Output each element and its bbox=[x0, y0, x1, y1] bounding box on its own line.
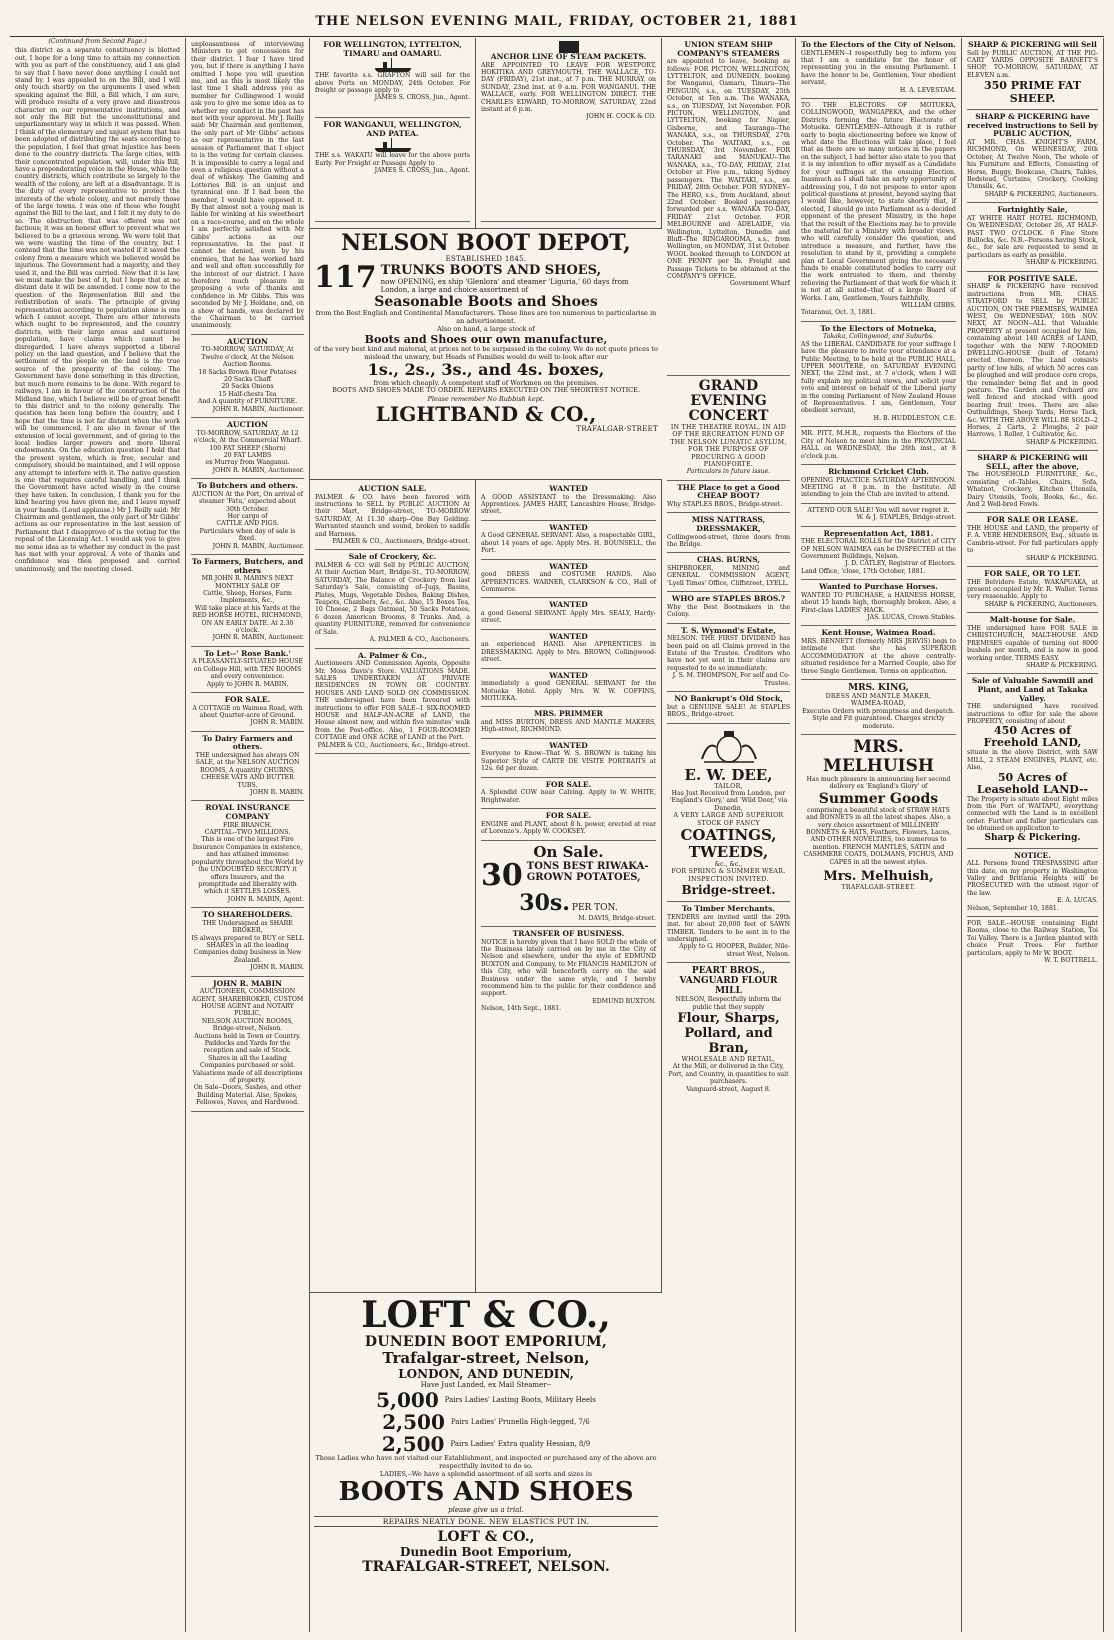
mabin-ad-sign: JOHN R. MABIN, Auctioneer. bbox=[212, 466, 304, 474]
shipping-ad-anchor-line: ANCHOR LINE OF STEAM PACKETS. ARE APPOINTED TO LEAVE FOR WESTPORT, HOKITIKA AND GREYMOUTH. THE WALLACE, TO-DAY (FRIDAY), 21st inst., at 7 p.m. THE MURRAY, on SUNDAY, 23nd inst. at 9 a.m. FOR WANGANUI. THE WALLACE, early. FOR WELLINGTON DIRECT. THE CHARLES EDWARD, TO-MORROW, SATURDAY, 22nd instant at 6 p.m. JOHN H. COCK & CO. bbox=[481, 38, 656, 222]
sharp-pickering-ad bbox=[967, 203, 1098, 271]
mabin-ad-sign: JOHN R. MABIN, Auctioneer. bbox=[212, 405, 304, 413]
sharp-pickering-ad-sign: SHARP & PICKERING, Auctioneers. bbox=[984, 600, 1098, 608]
palmer-ad bbox=[315, 482, 470, 550]
mabin-ad-sub: AUCTIONEER, COMMISSION AGENT, SHAREBROKER, CUSTOM HOUSE AGENT and NOTARY PUBLIC, bbox=[191, 988, 304, 1018]
palmer-ad-title: Sale of Crockery, &c. bbox=[348, 552, 437, 562]
masthead: THE NELSON EVENING MAIL, FRIDAY, OCTOBER 21, 1881 bbox=[315, 14, 799, 29]
mabin-ad-sub: A PLEASANTLY-SITUATED HOUSE on College Hill, with TEN ROOMS and every convenience. bbox=[191, 658, 304, 681]
mabin-ad-sub: THE undersigned has always ON SALE, at the NELSON AUCTION ROOMS, A quantity CHURNS, CHEESE VATS AND BUTTER TUBS. bbox=[195, 752, 300, 789]
column-7 bbox=[962, 38, 1104, 1632]
wanted-ad-body: a good General SERVANT. Apply Mrs. SEALY, Hardy-street. bbox=[481, 610, 656, 625]
mabin-ad-line: 15 Half-chests Tea bbox=[218, 390, 277, 398]
notice-ad bbox=[667, 481, 790, 514]
wanted-ad-body: A Good GENERAL SERVANT. Also, a respectable GIRL, about 14 years of age. Apply Mrs. H. BOUNSELL, the Port. bbox=[481, 532, 656, 555]
wanted-ad-title: WANTED bbox=[549, 484, 588, 493]
wanted-ad bbox=[481, 598, 656, 629]
notice-ad-sign: J. S. M. THOMPSON, For self and Co-Trustee. bbox=[672, 672, 790, 687]
sharp-pickering-ad-sign: SHARP & PICKERING, Auctioneers. bbox=[984, 190, 1098, 198]
continued-heading: (Continued from Second Page.) bbox=[48, 38, 147, 45]
timber-ad: To Timber Merchants. TENDERS are invited until the 29th inst. for about 20,000 feet of SAWN TIMBER. Tenders to be sent in to the undersigned. Apply to G. HOOPER, Builder, Nile-street West, Nelson. bbox=[667, 902, 790, 963]
mabin-ad-title: To Farmers, Butchers, and others bbox=[191, 556, 304, 575]
shipping-ad-wakatu: FOR WANGANUI, WELLINGTON, AND PATEA. THE s.s. WAKATU will leave for the above ports Early. For Freight or Passage Apply to JAMES S. CROSS, Jun., Agent. bbox=[315, 118, 470, 222]
sharp-pickering-ad-title: FOR SALE OR LEASE. bbox=[986, 515, 1079, 525]
palmer-ads bbox=[310, 482, 476, 1382]
mabin-ad-sub: TO-MORROW, SATURDAY, At Twelve o'clock, At the Nelson Auction Rooms. bbox=[201, 346, 294, 369]
mabin-ad-line: ex Murray from Wanganui. bbox=[205, 459, 290, 467]
mabin-ad-title: AUCTION bbox=[227, 420, 268, 430]
sharp-pickering-ad-big: 350 PRIME FAT SHEEP. bbox=[983, 79, 1082, 106]
mabin-ad-line: Will take place at his Yards at the RED HORSE HOTEL, RICHMOND, bbox=[192, 604, 303, 620]
mabin-ad-sub: MR JOHN R. MABIN'S NEXT MONTHLY SALE OF bbox=[201, 575, 294, 590]
masthead-rule bbox=[10, 36, 1104, 37]
mabin-ad-line: Her cargo of bbox=[227, 512, 268, 520]
mabin-ad-line: 18 Sacks Brown River Potatoes bbox=[198, 368, 297, 376]
wanted-ad bbox=[481, 482, 656, 521]
wanted-ad bbox=[481, 778, 656, 809]
mabin-ad bbox=[191, 908, 304, 976]
wanted-ad bbox=[481, 669, 656, 708]
notice-ad bbox=[667, 513, 790, 553]
mabin-ad-line: This is one of the largest Fire Insurance Companies in existence, and has attained immense popularity throughout the World by the UNDOUBTED SECURITY it offers Insurers, and the promptitude and liberality with which it SETTLES LOSSES. bbox=[191, 836, 304, 896]
mabin-ad bbox=[191, 801, 304, 908]
mabin-ad-line: Particulars when day of sale is fixed. bbox=[199, 527, 296, 543]
notice-ad bbox=[667, 553, 790, 592]
sharp-pickering-ad-body: THE Belvidere Estate, WAKAPUAKA, at present occupied by Mr. R. Waller. Terms very reasonable. Apply to bbox=[967, 578, 1098, 601]
mabin-ad bbox=[191, 555, 304, 647]
palmer-ad-sign: PALMER & CO., Auctioneers, Bridge-street. bbox=[332, 538, 470, 546]
notice-ad-body: Why the Best Bootmakers in the Colony. bbox=[667, 603, 790, 619]
mabin-ad-title: AUCTION bbox=[227, 336, 268, 346]
mabin-ad-line: On Sale--Doors, Sashes, and other Building Material. Also, Spokes, Fellowes, Naves, and Hardwood. bbox=[193, 1084, 302, 1107]
sharp-pickering-ad-sign: SHARP & PICKERING. bbox=[1025, 438, 1098, 446]
column-5 bbox=[662, 38, 796, 1632]
wanted-ad-title: MRS. PRIMMER bbox=[534, 709, 603, 719]
notice-ad-title: WHO are STAPLES BROS.? bbox=[671, 594, 786, 604]
mabin-ad-sub: TO-MORROW, SATURDAY, At 12 o'clock, At the Commercial Wharf. bbox=[193, 429, 302, 445]
mabin-ad-line: And A quantity of FURNITURE. bbox=[197, 398, 298, 406]
wanted-ad-title: FOR SALE. bbox=[545, 779, 592, 789]
wanted-ad-title: WANTED bbox=[549, 600, 588, 610]
palmer-ad-sign: A. PALMER & CO., Auctioneers. bbox=[369, 636, 470, 644]
mabin-ad-line: 20 Sacks Onions bbox=[221, 383, 274, 391]
sharp-pickering-ad-title: Fortnightly Sale, bbox=[997, 205, 1068, 215]
representation-act-ad: Representation Act, 1881. THE ELECTORAL ROLLS for the District of CITY OF NELSON WAIMEA can be INSPECTED at the Government Buildings, Nelson. J. D. CATLEY, Registrar of Electors. Land Office, 'close, 17th October, 1881. bbox=[801, 527, 956, 581]
mabin-ad bbox=[191, 479, 304, 555]
wanted-ad bbox=[481, 707, 656, 738]
mabin-ad-line: Valuations made of all descriptions of property. bbox=[192, 1069, 303, 1085]
mabin-ad-sign: JOHN R. MABIN. bbox=[250, 789, 304, 797]
notice-ad-body: Why STAPLES BROS., Bridge-street. bbox=[667, 501, 783, 509]
sharp-pickering-ad-body: AT MR. CHAS. KNIGHT'S FARM, RICHMOND, On WEDNESDAY, 26th October, At Twelve Noon, The whole of his Furniture and Effects, Consisting of Horse, Buggy, Bookcase, Chairs, Tables, Bedstead, Curtains, Crockery, Cooking Utensils, &c. bbox=[967, 139, 1098, 191]
sharp-pickering-ad-title: FOR SALE, OR TO LET. bbox=[984, 569, 1081, 579]
royal-crest-icon bbox=[694, 729, 764, 765]
wanted-ad-title: WANTED bbox=[549, 522, 588, 532]
sharp-pickering-ad bbox=[967, 567, 1098, 613]
mabin-ad-title: JOHN R. MABIN bbox=[213, 978, 282, 988]
transfer-ad: TRANSFER OF BUSINESS. NOTICE is hereby given that I have SOLD the whole of the Business lately carried on by me in the City of Nelson and elsewhere, under the style of EDMUND BUXTON and Company, to Mr FRANCIS HAMILTON of this City, who will henceforth carry on the said Business under the same style, and I hereby recommend him to the public for their confidence and support. EDMUND BUXTON. Nelson, 14th Sept., 1881. bbox=[481, 928, 656, 1013]
steamship-icon bbox=[315, 138, 470, 152]
wanted-ad-body: good DRESS and COSTUME HANDS. Also APPRENTICES. WARNER, CLARKSON & CO., Hall of Commerce. bbox=[481, 571, 656, 594]
mabin-ad bbox=[191, 418, 304, 479]
notice-ad-title: CHAS. BURNS, bbox=[697, 555, 760, 565]
sharp-pickering-ad-title: FOR POSITIVE SALE. bbox=[987, 273, 1078, 283]
sharp-pickering-ad-title: Malt-house for Sale. bbox=[989, 615, 1076, 625]
wanted-ad-title: WANTED bbox=[549, 561, 588, 571]
mabin-ad-line: IS always prepared to BUY or SELL SHARES in all the leading Companies doing business in New Zealand. bbox=[191, 934, 304, 964]
sharp-pickering-ad-body: Sell by PUBLIC AUCTION, AT THE PIG-CART YARDS OPPOSITE BARNETT'S SHOP, TO-MORROW, SATURDAY, AT ELEVEN a.m. bbox=[967, 49, 1098, 79]
potatoes-ad: On Sale. 30 TONS BEST RIWAKA-GROWN POTATOES, 30s. PER TON. M. DAVIS, Bridge-street. bbox=[481, 841, 656, 927]
wanted-ad-body: ENGINE and PLANT, about 8 h. power, erected at rear of Lorenzo's. Apply W. COOKSEY. bbox=[481, 820, 656, 836]
sharp-pickering-ad-title: SHARP & PICKERING will SELL, after the above, bbox=[977, 453, 1088, 471]
mabin-ad bbox=[191, 647, 304, 693]
horses-ad: Wanted to Purchase Horses. WANTED TO PURCHASE, a HARNESS HORSE, about 15 hands high, thoroughly broken. Also, a First-class LADIES' HACK. JAS. LUCAS, Crown Stables. bbox=[801, 580, 956, 626]
mrs-king-ad: MRS. KING, DRESS AND MANTLE MAKER, WAIMEA-ROAD, Executes Orders with promptness and despatch. Style and Fit guaranteed. Charges strictly moderate. bbox=[801, 680, 956, 735]
sharp-pickering-ad bbox=[967, 513, 1098, 567]
mabin-ad-sign: JOHN R. MABIN, Agent. bbox=[227, 895, 304, 903]
mabin-ad-sign: JOHN R. MABIN. bbox=[250, 964, 304, 972]
column-4-lower bbox=[476, 482, 662, 1382]
sawmill-ad: Sale of Valuable Sawmill and Plant, and Land at Takaka Valley. THE undersigned have received instructions to offer for sale the above PROPERTY, consisting of about 450 Acres of Freehold LAND, situate in the above District, with SAW MILL, 2 STEAM ENGINES, PLANT, etc. Also, 50 Acres of Leasehold LAND-- The Property is situate about Eight miles from the Port of WAITAPU, everything connected with the Land is in excellent order. Further and fuller particulars can be obtained on application to Sharp & Pickering. bbox=[967, 674, 1098, 848]
wanted-ad bbox=[481, 809, 656, 840]
column-2 bbox=[186, 38, 310, 1632]
steamship-icon bbox=[315, 58, 470, 72]
mabin-ad-line: Shares in all the Leading Companies purchased or sold. bbox=[199, 1054, 295, 1070]
notice-ad-body: NELSON. THE FIRST DIVIDEND has been paid on all Claims proved in the Estate of the Trustee. Creditors who have not yet sent in their claims are requested to do so immediately. bbox=[667, 635, 790, 672]
mabin-ad bbox=[191, 335, 304, 418]
speech-text: this district as a separate constituency is blotted out, I hope for a long time to attain my connection with you as part of the constituency, and I am glad to say that I have never done anything I could not stand by. I was appealed to on the Bill, and I will only touch shortly on the arguments I used when speaking against the Bill, a Bill which, I am sure, will produce results of a very grave and disastrous character on our representative institutions, and not only the Bill but the unconstitutional and unparliamentary way in which it was passed. When I think of the elementary and unjust system that has been adopted of distributing the seats according to the population, I feel that great injustice has been done to the country districts. The large cities, with their concentrated population, will, under this Bill, have a preponderating voice in the House, while the country districts, which contribute so largely to the wealth of the colony, are left at a disadvantage. It is the duty of every representative to protect the interests of the whole colony, and not merely those of the large towns. I was one of those who fought against the Bill to the last, and I felt it my duty to do so. The obstruction that was offered was not factious; it was an honest effort to prevent what we believed to be a grievous wrong. We were told that we were wasting the time of the country, but I contend that the time was not wasted if it saved the colony from a measure which we believed would be injurious. The Government had a majority, and they used it, and the Bill was carried. Now that it is law, we must make the best of it, but I hope that at no distant date it will be amended. I come now to the question of the Representation Bill and the redistribution of seats. The principle of giving representation according to population alone is one which I cannot accept. There are other interests which ought to be represented, and the country districts, with their large areas and scattered population, have claims which cannot be disregarded. I have always supported a liberal policy on the land question, and I believe that the settlement of the people on the land is the true source of the prosperity of the colony. The Government have done something in this direction, but much more remains to be done. With regard to railways, I am in favour of the construction of the Midland line, which I believe will be of great benefit to this district and to the colony generally. The question has been long before the country, and I hope that the time is not far distant when the work will be commenced. I am also in favour of the extension of local government, and of giving to the local bodies larger powers and more liberal endowments. On the education question I hold that the present system, which is free, secular and compulsory, should be maintained, and I will oppose any attempt to interfere with it. The native question is one that requires careful handling, and I think the Government have acted wisely in the course they have taken. In conclusion, I thank you for the kind hearing you have given me, and I leave myself in your hands. (Loud applause.) Mr J. Reilly said: Mr Chairman and gentlemen, the only part of Mr Gibbs' actions as our representative in the last session of Parliament that I disapprove of is the voting for the repeal of the Licensing Act. I would ask you to give me some idea as to whether my conduct in the past has met with your approval. A vote of thanks and confidence was then proposed and carried unanimously, and the meeting closed. bbox=[15, 47, 180, 573]
wanted-ad-title: WANTED bbox=[549, 670, 588, 680]
mabin-ad-line: CAPITAL--TWO MILLIONS. bbox=[204, 829, 291, 837]
wanted-ad-body: A GOOD ASSISTANT to the Dressmaking. Also Apprentices. JAMES HART, Lancashire House, Bridge-street. bbox=[481, 493, 656, 516]
mabin-ad bbox=[191, 977, 304, 1112]
palmer-ad-title: A. Palmer & Co., bbox=[358, 650, 427, 660]
sharp-pickering-ad bbox=[967, 272, 1098, 452]
notice-ad bbox=[667, 692, 790, 723]
columns bbox=[10, 38, 1104, 1632]
electors-nelson-ad: To the Electors of the City of Nelson. GENTLEMEN--I respectfully beg to inform you that I am a candidate for the honor of representing you in the ensuing Parliament. I have the honor to be, Gentlemen, Your obedient servant, H. A. LEVESTAM. bbox=[801, 38, 956, 99]
sharp-pickering-ads bbox=[967, 38, 1098, 674]
mabin-ad-sign: JOHN R. MABIN. bbox=[250, 719, 304, 727]
mabin-ad-sub: AUCTION At the Port, On arrival of steamer 'Fatu,' expected about 30th October. bbox=[191, 490, 304, 513]
sharp-pickering-ad-body: THE HOUSE and LAND, the property of F. A. VERE HENDERSON, Esq., situate in Cambria-street. For full particulars apply to bbox=[967, 525, 1098, 555]
notice-ad-title: THE Place to get a Good CHEAP BOOT? bbox=[677, 482, 780, 501]
notice-ad-title: T. S. Wymond's Estate, bbox=[681, 625, 776, 635]
sharp-pickering-ad-body: THE undersigned have FOR SALE in CHRISTCHURCH, MALT-HOUSE AND PREMISES capable of turning out 8000 bushels per month, and is now in good working order. TERMS EASY. bbox=[967, 624, 1098, 662]
electors-motueka-liberal-ad: To the Electors of Motueka, Takaka, Collingwood, and Suburbs. AS the LIBERAL CANDIDATE for your suffrage I have the pleasure to invite your attendance at a Public Meeting, to be held at the PUBLIC HALL, UPPER MOUTERE, on SATURDAY EVENING NEXT, the 22nd inst., at 7 o'clock, when I will fully explain my political views, and solicit your vote and interest on behalf of the Liberal party in the coming Parliament of New Zealand House of Representatives. I am, Gentlemen, Your obedient servant, H. B. HUDDLESTON, C.E. bbox=[801, 322, 956, 427]
palmer-ad-sign: PALMER & CO., Auctioneers, &c., Bridge-street. bbox=[317, 741, 470, 749]
notice-ad-body: but a GENUINE SALE! At STAPLES BROS., Bridge-street. bbox=[667, 703, 790, 719]
mabin-ad bbox=[191, 732, 304, 802]
wanted-ad-body: an experienced HAND. Also APPRENTICES in DRESSMAKING. Apply to Mrs. BROWN, Collingwood-street. bbox=[481, 641, 656, 664]
sharp-pickering-ad bbox=[967, 110, 1098, 203]
palmer-ad bbox=[315, 550, 470, 648]
mabin-ad-title: To Let--' Rose Bank.' bbox=[204, 648, 291, 658]
palmer-ad bbox=[315, 649, 470, 754]
sharp-pickering-ad-title: SHARP & PICKERING have received instructions to Sell by PUBLIC AUCTION, bbox=[967, 112, 1098, 139]
concert-ad: GRAND EVENING CONCERT IN THE THEATRE ROYAL, IN AID OF THE RECREATION FUND OF THE NELSON LUNATIC ASYLUM, FOR THE PURPOSE OF PROCURING A GOOD PIANOFORTE. Particulars in future issue. bbox=[667, 376, 790, 481]
sharp-pickering-ad-body: AT WHITE HART HOTEL RICHMOND, On WEDNESDAY, October 26, AT HALF-PAST TWO O'CLOCK. 6 Fine Store Bullocks, &c. N.B.--Persons having Stock, &c., for sale are requested to send in particulars as early as possible. bbox=[967, 214, 1098, 259]
pitt-ad: MR. PITT, M.H.R., requests the Electors of the City of Nelson to meet him in the PROVINCIAL HALL on WEDNESDAY, the 26th inst., at 8 o'clock p.m. bbox=[801, 427, 956, 465]
notice-ad-body: Collingwood-street, three doors from the Bridge. bbox=[667, 533, 790, 549]
mabin-ad-title: TO SHAREHOLDERS. bbox=[202, 910, 293, 920]
sharp-pickering-ad-sign: SHARP & PICKERING. bbox=[1025, 259, 1098, 267]
notice-ad-title: NO Bankrupt's Old Stock, bbox=[674, 694, 783, 704]
loft-co-ad: LOFT & CO., DUNEDIN BOOT EMPORIUM, Trafalgar-street, Nelson, LONDON, AND DUNEDIN, Have Just Landed, ex Mail Steamer-- 5,000 Pairs Ladies' Lasting Boots, Military Heels 2,500 Pairs Ladies' Prunella High-legged, 7/6 2,500 Pairs Ladies' Extra quality Hessian, 8/9 Those Ladies who have not visited our Establishment, and inspected or purchased any of the above are respectfully invited to do so. LADIES,--We have a splendid assortment of all sorts and sizes in BOOTS AND SHOES please give us a trial. REPAIRS NEATLY DONE. NEW ELASTICS PUT IN. LOFT & CO., Dunedin Boot Emporium, TRAFALGAR-STREET, NELSON. bbox=[310, 1292, 662, 1632]
sharp-pickering-ad-sign: SHARP & PICKERING. bbox=[1025, 661, 1098, 669]
mabin-ad-sign: JOHN R. MABIN, Auctioneer. bbox=[212, 542, 304, 550]
column-5-ads bbox=[667, 481, 790, 724]
column-6 bbox=[796, 38, 962, 1632]
wanted-ad bbox=[481, 560, 656, 599]
notice-ad-title: MISS NATTRASS, DRESSMAKER, bbox=[691, 515, 766, 534]
electors-motueka-ad: TO THE ELECTORS OF MOTUEKA, COLLINGWOOD, WANGAPEKA, and the other Districts forming the future Electorate of Motueka. GENTLEMEN--Although it is rather early to begin electioneering before we know of what date the Elections will take place, I feel that as there are so many notices in the papers on the subject, I had better also state to you that it is my intention to offer myself as a Candidate for your suffrages at the ensuing Election. Inasmuch as I shall take an early opportunity of addressing you, I do not propose to enter upon political questions at present, beyond saying that I would like, however, to state shortly that, if elected, I should go into Parliament as a decided opponent of the present Ministry, in the hope that the result of the Elections may be to provide the material for a Ministry with broader views, who will carefully consider the question, and introduce a measure, and further, have the resolution to stand by it, providing a complete plan of Local Government giving the necessary funds to enable constituted bodies to carry out the work entrusted to them, and thereby relieving the Parliament of that work for which it is not at all suited--that of a large Board of Works. I am, Gentlemen, Yours faithfully, WILLIAM GIBBS. Totaranui, Oct. 3, 1881. bbox=[801, 99, 956, 322]
mabin-ad-line: Cattle, Sheep, Horses, Farm Implements, &c., bbox=[203, 589, 292, 605]
wanted-ad-title: WANTED bbox=[549, 740, 588, 750]
mabin-ad-sub: FIRE BRANCH. bbox=[222, 821, 273, 829]
mabin-ad-line: 100 FAT SHEEP (Shorn) bbox=[209, 444, 286, 452]
wanted-ad bbox=[481, 521, 656, 560]
shipping-ad-grafton: FOR WELLINGTON, LYTTELTON, TIMARU and OAMARU. THE favorite s.s. GRAFTON will sail for the above Ports on MONDAY, 24th October. For freight or passage apply to JAMES S. CROSS, Jun., Agent. bbox=[315, 38, 470, 118]
mabin-ad-line: NELSON AUCTION ROOMS, Bridge-street, Nelson. bbox=[201, 1017, 294, 1033]
wanted-ad-title: WANTED bbox=[549, 631, 588, 641]
palmer-ad-body: Auctioneers AND Commission Agents, Opposite Mr. Moss Davis's Store. VALUATIONS MADE. SALES UNDERTAKEN AT PRIVATE RESIDENCES IN TOWN OR COUNTRY. HOUSES AND LAND SOLD ON COMMISSION. THE undersigned have been favoured with instructions to offer FOR SALE--1 SIX-ROOMED HOUSE and HALF-AN-ACRE of LAND, the House almost new, and within five minutes' walk from the Post-office. Also, 1 FOUR-ROOMED COTTAGE and ONE ACRE of LAND at the Port. bbox=[315, 660, 470, 742]
wanted-ad-body: immediately a good GENERAL SERVANT for the Motueka Hotel. Apply Mrs. W. W. COFFINS, MOTUEKA. bbox=[481, 680, 656, 703]
sharp-pickering-ad bbox=[967, 451, 1098, 513]
mabin-ad-line: 20 Sacks Chaff bbox=[224, 376, 271, 384]
mabin-ad-title: FOR SALE. bbox=[224, 695, 271, 705]
sharp-pickering-ad bbox=[967, 38, 1098, 110]
speech-text-end: unpleasantness of interviewing Ministers to get concessions for their district. I fear I have tired you, but if there is anything I have omitted I hope you will question me, and as this is most likely the last time I shall address you as member for Collingwood I would ask you to give me some idea as to whether my conduct in the past has met with your approval. Mr J. Reilly said: Mr Chairman and gentlemen, the only part of Mr Gibbs' actions as our representative in the last session of Parliament that I object to is the voting for certain clauses. It is impossible to carry a legal and even a religious question without a deal of whiskey. The Gaming and Lotteries Bill is an unjust and tyrannical one. If I had been the member, I would have opposed it. By that almost not a young man is liable for winking at his sweetheart on a race-course, and on the whole I am perfectly satisfied with Mr Gibbs' actions as our representative. In the past it cannot be denied, even by his enemies, that he has worked hard and well and often successfully for the interest of our district. I have therefore much pleasure in proposing a vote of thanks and confidence in Mr Gibbs. This was seconded by Mr J. Holdane, and, on a show of hands, was declared by the Chairman to be carried unanimously. bbox=[191, 38, 304, 335]
column-1 bbox=[10, 38, 186, 1632]
mabin-ad-title: To Butchers and others. bbox=[197, 481, 298, 491]
shipping-ad-union: UNION STEAM SHIP COMPANY'S STEAMERS are appointed to leave, booking as follows: FOR PICTON, WELLINGTON, LYTTELTON, and DUNEDIN, booking for Wanganui, Oamaru, Timaru--The PENGUIN, s.s., on TUESDAY, 25th October, at Ten a.m. The WANAKA, s.s., on TUESDAY, 1st November. FOR PICTON, WELLINGTON, and LYTTELTON, booking for Napier, Gisborne, and Tauranga--The WANAKA, s.s., on THURSDAY, 27th October. The WAITAKI, s.s., on THURSDAY, 3rd November. FOR TARANAKI and MANUKAU--The WANAKA, s.s., TO-DAY, FRIDAY, 21st October at Five p.m., taking Sydney passengers. The WAITAKI, s.s., on FRIDAY, 28th October. FOR SYDNEY--The HERO, s.s., from Auckland, about 22nd October. Booked passengers forwarded per s.s. WANAKA TO-DAY, FRIDAY 21st October. FOR MELBOURNE and ADELAIDE, via Wellington, Lyttelton, Dunedin and Bluff--The RINGAROOMA, s.s., from Wellington, on MONDAY, 31st October. WOOL booked through to LONDON at ONE PENNY per lb. Freight and Passage Tickets to be obtained at the COMPANY'S OFFICE. Government Wharf bbox=[667, 38, 790, 376]
palmer-ad-body: PALMER & CO. will Sell by PUBLIC AUCTION, At their Auction Mart, Bridge-St., TO-MORROW, SATURDAY, The Balance of Crockery from last Saturday's Sale, consisting of--Jugs, Basins, Plates, Mugs, Vegetable Dishes, Baking Dishes, Teapots, Chambers, &c., &c. Also, 15 Boxes Tea, 10 Cheese, 2 Bags Oatmeal, 50 Sacks Potatoes, 6 dozen American Brooms, 8 Trunks. And, a quantity FURNITURE, removed for convenience of Sale. bbox=[315, 562, 470, 636]
mabin-ad-line: ON AN EARLY DATE. At 2.30 o'clock. bbox=[201, 619, 294, 634]
mabin-ad-line: 20 FAT LAMBS bbox=[223, 451, 272, 459]
wanted-ad-body: A Splendid COW near Calving. Apply to W. WHITE, Brightwater. bbox=[481, 789, 656, 804]
palmer-ad-body: PALMER & CO. have been favored with instructions to SELL by PUBLIC AUCTION At their Mart, Bridge-street, TO-MORROW SATURDAY, At 11.30 sharp--One Bay Gelding. Warranted staunch and sound, broken to saddle and Harness. bbox=[315, 493, 470, 538]
mabin-ads bbox=[191, 335, 304, 1112]
wanted-ad bbox=[481, 630, 656, 669]
notice-ad: NOTICE. ALL Persons found TRESPASSING after this date, on my property in Washington Valley and Brittania Heights will be PROSECUTED with the utmost rigor of the law. E. A. LUCAS. Nelson, September 10, 1881. bbox=[967, 849, 1098, 917]
sharp-pickering-ad bbox=[967, 613, 1098, 674]
notice-ad bbox=[667, 624, 790, 692]
sharp-pickering-ad-sign: SHARP & PICKERING. bbox=[1025, 554, 1098, 562]
wanted-ad-body: Everyone to Know--That W. S. BROWN is taking his Superior Style of CARTE DE VISITE PORTRAITS at 12s. 6d per dozen. bbox=[481, 750, 656, 773]
cricket-ad: Richmond Cricket Club. OPENING PRACTICE SATURDAY AFTERNOON. MEETING at 8 p.m. in the Institute. All intending to join the Club are invited to attend. bbox=[801, 465, 956, 504]
notice-ad-body: SHIPBROKER, MINING and GENERAL COMMISSION AGENT, 'Lyell Times' Office, Cliffstreet, LYELL. bbox=[667, 565, 790, 587]
notice-ad bbox=[667, 592, 790, 623]
dee-tailor-ad: E. W. DEE, TAILOR, Has Just Received from London, per 'England's Glory,' and 'Wild Deer,' via Dunedin, A VERY LARGE AND SUPERIOR STOCK OF FANCY COATINGS, TWEEDS, &c., &c., FOR SPRING & SUMMER WEAR. INSPECTION INVITED. Bridge-street. bbox=[667, 724, 790, 903]
boot-depot-ad: NELSON BOOT DEPOT, ESTABLISHED 1845. 117 TRUNKS BOOTS AND SHOES, now OPENING, ex ship 'Glenlora' and steamer 'Liguria,' 60 days from London, a large and choice assortment of Seasonable Boots and Shoes from the Best English and Continental Manufacturers. These lines are too numerous to particularise in an advertisement. Also on hand, a large stock of Boots and Shoes our own manufacture, of the very best kind and material, at prices not to be surpassed in the colony. We do not quote prices to mislead the unwary, but Heads of Families would do well to look after our 1s., 2s., 3s., and 4s. boxes, from which cheaply. A competent staff of Workmen on the premises. BOOTS AND SHOES MADE TO ORDER. REPAIRS EXECUTED ON THE SHORTEST NOTICE. Please remember No Rubbish kept. LIGHTBAND & CO., TRAFALGAR-STREET bbox=[310, 228, 662, 480]
house-sale-ad: FOR SALE.--HOUSE containing Eight Rooms, close to the Railway Station, Toi Toi Valley. There is a Jarden planted with choice Fruit Trees. For further particulars, apply to Mr W. BOOT. W. T. BOTTRELL. bbox=[967, 920, 1098, 965]
mabin-ad-sub: A COTTAGE on Waimea Road, with about Quarter-acre of Ground. bbox=[192, 704, 303, 720]
mabin-ad-title: ROYAL INSURANCE COMPANY bbox=[205, 803, 290, 822]
mabin-ad-line: CATTLE AND PIGS. bbox=[216, 520, 279, 528]
wanted-ad-body: and MISS BURTON, DRESS AND MANTLE MAKERS, High-street, RICHMOND. bbox=[481, 719, 656, 734]
mabin-ad-title: To Dairy Farmers and others. bbox=[202, 733, 293, 752]
kent-house-ad: Kent House, Waimea Road. MRS. BENNETT (formerly MRS JERVIS) begs to intimate that she has SUPERIOR ACCOMMODATION at the above centrally-situated residence for a Married Couple, also for three Single Gentlemen. Terms on application. bbox=[801, 626, 956, 680]
sharp-pickering-ad-body: The HOUSEHOLD FURNITURE, &c., consisting of--Tables, Chairs, Sofa, Whatnot, Crockery, Kitchen Utensils, Dairy Utensils, Tools, Books, &c., &c. And 2 Well-bred Fowls. bbox=[967, 471, 1098, 509]
sharp-pickering-ad-title: SHARP & PICKERING will Sell bbox=[968, 40, 1097, 49]
mabin-ad-line: Apply to JOHN R. MABIN. bbox=[206, 680, 289, 688]
staples-sale-ad: ATTEND OUR SALE! You will never regret it. W. & J. STAPLES, Bridge-street. bbox=[801, 504, 956, 527]
wanted-ad bbox=[481, 739, 656, 778]
melhuish-ad: MRS. MELHUISH Has much pleasure in announcing her second delivery ex 'England's Glory' of Summer Goods comprising a beautiful stock of STRAW HATS and BONNETS in all the latest shapes. Also, a very choice assortment of MILLINERY BONNETS & HATS, Feathers, Flowers, Laces, AND OTHER NOVELTIES, too numerous to mention. FRENCH MANTLES, SATIN and CASHMERE COATS, DOLMANS, FICHUS, AND CAPES in all the newest styles. Mrs. Melhuish, TRAFALGAR-STREET. bbox=[803, 737, 954, 892]
mabin-ad bbox=[191, 693, 304, 732]
wanted-ad-title: FOR SALE. bbox=[545, 811, 592, 821]
sharp-pickering-ad-body: SHARP & PICKERING have received instructions from MR. CHAS. STRATFORD to SELL by PUBLIC AUCTION, ON THE PREMISES, WAIMEA WEST, On WEDNESDAY, 16th NOV. NEXT, AT NOON--ALL that Valuable PROPERTY at present occupied by him, containing about 140 ACRES of LAND, together with the NEW 7-ROOMED DWELLING-HOUSE (built of Totara) erected thereon. The Land consists partly of low hills, of which 50 acres can be ploughed and will produce corn crops, the remainder being flat and in good pasture. The Garden and Orchard are well fenced and stocked with good bearing fruit trees. There are also Outbuildings, Sheep Yards, Horse Tack, &c. WITH THE ABOVE WILL BE SOLD--2 Horses, 2 Carts, 2 Ploughs, 2 pair Harrows, 1 Roller, 1 Cultivator, &c. bbox=[967, 283, 1098, 439]
mabin-ad-sign: JOHN R. MABIN, Auctioneer. bbox=[212, 634, 304, 642]
palmer-ad-title: AUCTION SALE. bbox=[358, 484, 427, 493]
mabin-ad-line: Auctions held in Town or Country. Paddocks and Yards for the reception and sale of Stock. bbox=[194, 1032, 301, 1055]
mabin-ad-sub: THE Undersigned as SHARE BROKER, bbox=[202, 919, 293, 935]
peart-ad: PEART BROS., VANGUARD FLOUR MILL NELSON, Respectfully inform the public that they supply Flour, Sharps, Pollard, and Bran, WHOLESALE AND RETAIL, At the Mill, or delivered in the City, Port, and Country, in quantities to suit purchasers. Vanguard-street, August 8. bbox=[668, 966, 789, 1093]
